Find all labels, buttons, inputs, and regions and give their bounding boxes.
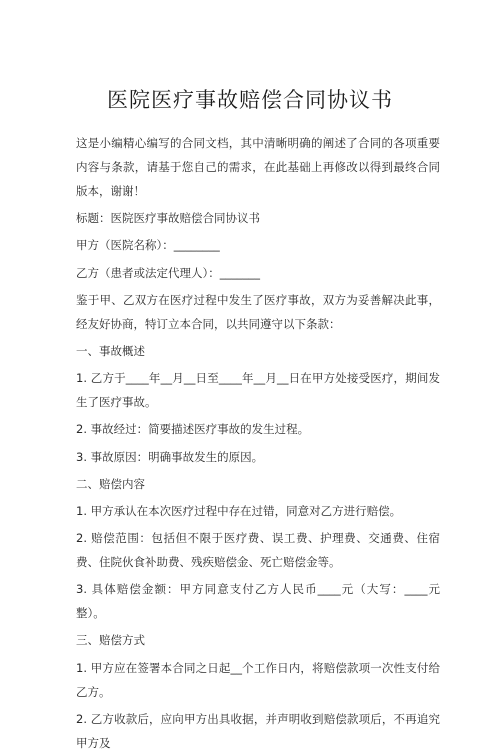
clause-2-1: 1. 甲方承认在本次医疗过程中存在过错，同意对乙方进行赔偿。: [76, 503, 402, 518]
preamble-paragraph: 鉴于甲、乙双方在医疗过程中发生了医疗事故，双方为妥善解决此事，经友好协商，特订立本合同，以共同遵守以下条款：: [76, 292, 440, 331]
section-heading-compensation-content: 二、赔偿内容: [76, 476, 145, 491]
clause-3-2: 2. 乙方收款后，应向甲方出具收据，并声明收到赔偿款项后，不再追究甲方及: [76, 711, 440, 750]
section-heading-compensation-method: 三、赔偿方式: [76, 633, 145, 648]
clause-1-1: 1. 乙方于____年__月__日至____年__月__日在甲方处接受医疗，期间发生了医疗事故。: [76, 371, 440, 410]
section-heading-accident-overview: 一、事故概述: [76, 343, 145, 358]
document-body: [76, 131, 440, 755]
subject-line: 标题：医院医疗事故赔偿合同协议书: [76, 211, 260, 226]
clause-2-3: 3. 具体赔偿金额：甲方同意支付乙方人民币____元（大写：____元整）。: [76, 582, 440, 621]
clause-1-2: 2. 事故经过：简要描述医疗事故的发生过程。: [76, 422, 310, 437]
clause-1-3: 3. 事故原因：明确事故发生的原因。: [76, 449, 264, 464]
clause-3-1: 1. 甲方应在签署本合同之日起__个工作日内，将赔偿款项一次性支付给乙方。: [76, 660, 440, 699]
party-b-line: 乙方（患者或法定代理人）：_______: [76, 265, 260, 280]
clause-2-2: 2. 赔偿范围：包括但不限于医疗费、误工费、护理费、交通费、住宿费、住院伙食补助费、残疾赔偿金、死亡赔偿金等。: [76, 531, 440, 570]
document-title: 医院医疗事故赔偿合同协议书: [107, 88, 393, 112]
party-a-line: 甲方（医院名称）：________: [76, 238, 220, 253]
intro-paragraph: 这是小编精心编写的合同文档，其中清晰明确的阐述了合同的各项重要内容与条款，请基于您自己的需求，在此基础上再修改以得到最终合同版本，谢谢！: [76, 136, 440, 198]
